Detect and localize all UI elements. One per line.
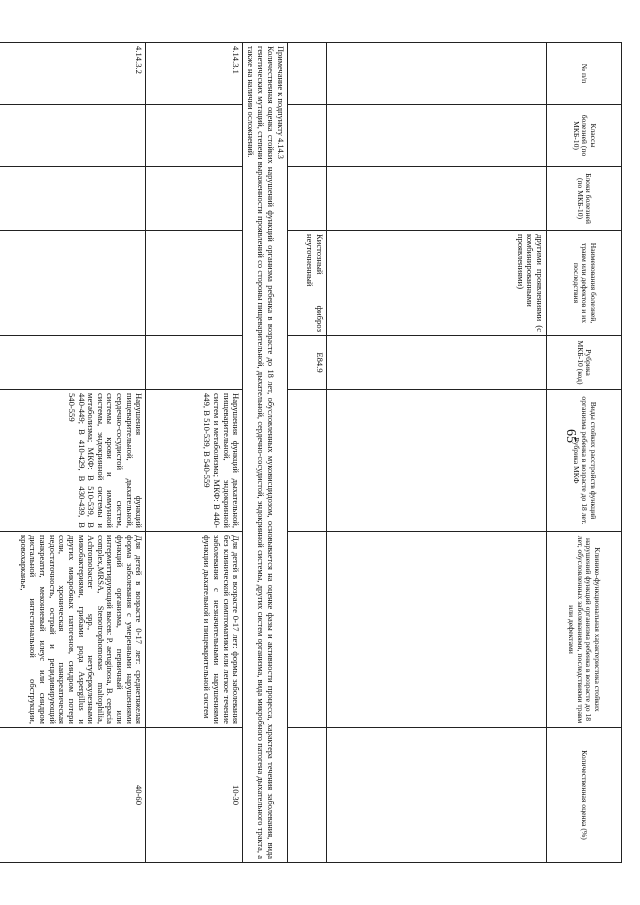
- table-header-row: [547, 43, 622, 863]
- function-types-cell: Нарушения функций дыхательной, пищеварительной, эндокринной систем и метаболизма; МКФ: B 440-449, B 510-539, B 540-559: [146, 390, 243, 532]
- clinical-characteristic-cell: Для детей в возрасте 0-17 лет: формы заболевания без клинической симптоматики или легкое течение заболевания с незначительными нарушениями функции дыхательной и пищеварительной систем: [146, 532, 243, 728]
- header-function-types: Виды стойких расстройств функций организма ребенка в возрасте до 18 лет. Рубрика МКФ: [547, 390, 622, 532]
- header-num: № п/п: [547, 43, 622, 105]
- header-clinical-characteristic: Клинико-функциональная характеристика стойких нарушений функций организма ребенка в возрасте до 18 лет, обусловленных заболеваниями, последствиями травм или дефектами: [547, 532, 622, 728]
- note-text: Количественная оценка стойких нарушений функций организма ребенка в возрасте до 18 лет, обусловленных муковисцидозом, основывается на оценке фазы и активности процесса, характера течения заболевания, вида генетических мутаций, степени выраженности проявлений со стороны пищеварительной, дыхательной, сердечно-сосудистой, эндокринной системы, других систем организма, вида микробного патогена дыхательного тракта, а также на наличии осложнений.: [246, 46, 276, 859]
- icd-code-cell: E84.9: [288, 336, 327, 390]
- row-number: 4.14.3.2: [0, 43, 146, 105]
- quantitative-score-cell: 40-60: [0, 728, 146, 863]
- disability-criteria-table: [0, 42, 622, 863]
- rotated-content: [18, 42, 622, 862]
- row-number: 4.14.3.1: [146, 43, 243, 105]
- function-types-cell: Нарушения функций пищеварительной, дыхательной, сердечно-сосудистой систем, системы крови и иммунной системы, эндокринной системы и метаболизма; МКФ: B 510-539, B 440-449; B 410-429, B 430-439, B 540-559: [0, 390, 146, 532]
- table-row: [327, 43, 547, 863]
- disease-name-cell: Кистозный фиброз неуточненный: [288, 231, 327, 336]
- disease-name-cell: другими проявлениями (с комбинированными проявлениями): [327, 231, 547, 336]
- header-disease-blocks: Блоки болезней (по МКБ-10): [547, 167, 622, 231]
- table-row: [146, 43, 243, 863]
- header-disease-classes: Классы болезней (по МКБ-10): [547, 105, 622, 167]
- rotated-table-area: [18, 42, 622, 862]
- quantitative-score-cell: 10-30: [146, 728, 243, 863]
- table-row: [0, 43, 146, 863]
- header-quantitative-score: Количественная оценка (%): [547, 728, 622, 863]
- page-number: 65: [563, 429, 578, 443]
- clinical-characteristic-cell: Для детей в возрасте 0-17 лет: среднетяжелая форма заболевания с умеренными нарушениями функций организма, первичный или интермиттирующий высев: P. aeruginosa, B. cepacia complex,MRSA, Stenotrophomonas maltophilia, Achromobacter spp., нетуберкулезными микобактериями, грибами рода Aspergillus и других микробных патогенов, синдром потери соли, хроническая панкреатическая недостаточность, острый и рецидивирующий панкреатит, мекониевый илеус или синдром дистальной интестинальной обструкции, кровохарканье,: [0, 532, 146, 728]
- header-disease-names: Наименования болезней, травм или дефектов и их последствия: [547, 231, 622, 336]
- note-title: Примечание к подпункту 4.14.3: [276, 46, 285, 159]
- header-icd-code: Рубрика МКБ-10 (код): [547, 336, 622, 390]
- table-row: [288, 43, 327, 863]
- note-row: [243, 43, 288, 863]
